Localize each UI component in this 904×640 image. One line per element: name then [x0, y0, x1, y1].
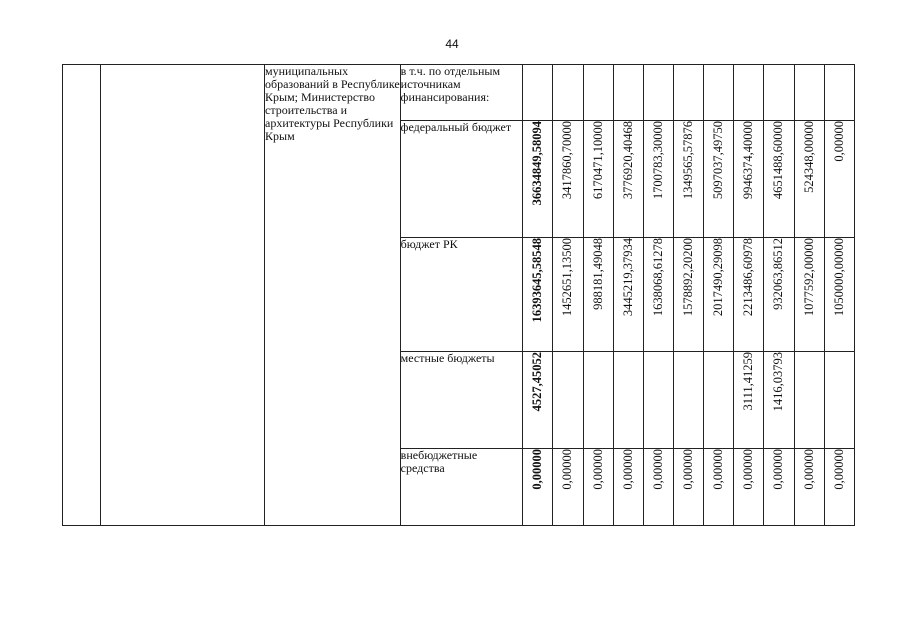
- year-value-cell: [734, 238, 764, 352]
- year-value: 9946374,40000: [741, 121, 756, 200]
- year-value-cell: [824, 352, 854, 449]
- source-label: федеральный бюджет: [400, 121, 523, 238]
- year-value-cell: [583, 121, 613, 238]
- year-value-cell: [673, 121, 703, 238]
- year-value: 3417860,70000: [560, 121, 575, 200]
- year-value: 1416,03793: [771, 352, 786, 412]
- year-value: 1638068,61278: [650, 238, 665, 317]
- year-value: 0,00000: [560, 449, 575, 490]
- year-value: 0,00000: [771, 449, 786, 490]
- year-value: 1349565,57876: [681, 121, 696, 200]
- year-value-cell: [553, 238, 583, 352]
- empty-number-cell: [63, 65, 101, 526]
- empty-cell: [824, 65, 854, 121]
- source-label: местные бюджеты: [400, 352, 523, 449]
- year-value-cell: [673, 352, 703, 449]
- year-value: 3445219,37934: [620, 238, 635, 317]
- empty-cell: [553, 65, 583, 121]
- year-value-cell: [673, 449, 703, 526]
- total-value: 0,00000: [530, 449, 545, 490]
- empty-cell: [734, 65, 764, 121]
- year-value-cell: [824, 238, 854, 352]
- year-value-cell: [764, 238, 794, 352]
- empty-cell: [523, 65, 553, 121]
- year-value-cell: [764, 121, 794, 238]
- source-label: внебюджетные средства: [400, 449, 523, 526]
- responsible-executor-cell: муниципальных образований в Республике Крым; Министерство строительства и архитектуры Республики Крым: [265, 65, 401, 526]
- year-value-cell: [583, 238, 613, 352]
- year-value: 524348,00000: [801, 121, 816, 193]
- year-value: 1050000,00000: [831, 238, 846, 317]
- year-value-cell: [794, 352, 824, 449]
- source-label: бюджет РК: [400, 238, 523, 352]
- year-value-cell: [643, 121, 673, 238]
- year-value-cell: [613, 238, 643, 352]
- year-value: 0,00000: [831, 121, 846, 162]
- year-value-cell: [734, 121, 764, 238]
- year-value: 1700783,30000: [650, 121, 665, 200]
- year-value-cell: [704, 238, 734, 352]
- table-row-header: [63, 65, 855, 121]
- empty-cell: [704, 65, 734, 121]
- year-value-cell: [613, 352, 643, 449]
- year-value-cell: [613, 449, 643, 526]
- year-value-cell: [643, 238, 673, 352]
- empty-name-cell: [101, 65, 265, 526]
- year-value-cell: [553, 352, 583, 449]
- total-value: 4527,45052: [530, 352, 545, 412]
- year-value: 0,00000: [650, 449, 665, 490]
- year-value-cell: [794, 449, 824, 526]
- year-value: 0,00000: [590, 449, 605, 490]
- year-value-cell: [824, 449, 854, 526]
- year-value-cell: [734, 352, 764, 449]
- year-value: 4651488,60000: [771, 121, 786, 200]
- year-value-cell: [553, 449, 583, 526]
- year-value-cell: [704, 121, 734, 238]
- year-value-cell: [643, 449, 673, 526]
- total-value: 36634849,58094: [530, 121, 545, 206]
- empty-cell: [643, 65, 673, 121]
- year-value-cell: [794, 238, 824, 352]
- empty-cell: [613, 65, 643, 121]
- year-value: 988181,49048: [590, 238, 605, 310]
- year-value-cell: [553, 121, 583, 238]
- total-cell: [523, 352, 553, 449]
- year-value-cell: [643, 352, 673, 449]
- year-value: 3111,41259: [741, 352, 756, 411]
- year-value: 6170471,10000: [590, 121, 605, 200]
- year-value: 2213486,60978: [741, 238, 756, 317]
- year-value: 3776920,40468: [620, 121, 635, 200]
- year-value: 1077592,00000: [801, 238, 816, 317]
- year-value-cell: [673, 238, 703, 352]
- year-value-cell: [583, 352, 613, 449]
- source-label: в т.ч. по отдельным источникам финансирования:: [400, 65, 523, 121]
- empty-cell: [794, 65, 824, 121]
- year-value-cell: [794, 121, 824, 238]
- year-value: 0,00000: [831, 449, 846, 490]
- total-cell: [523, 121, 553, 238]
- year-value: 0,00000: [711, 449, 726, 490]
- year-value: 0,00000: [801, 449, 816, 490]
- year-value-cell: [583, 449, 613, 526]
- total-cell: [523, 449, 553, 526]
- year-value-cell: [704, 352, 734, 449]
- year-value-cell: [824, 121, 854, 238]
- year-value-cell: [613, 121, 643, 238]
- total-cell: [523, 238, 553, 352]
- year-value: 0,00000: [741, 449, 756, 490]
- year-value: 0,00000: [620, 449, 635, 490]
- empty-cell: [764, 65, 794, 121]
- year-value: 932063,86512: [771, 238, 786, 310]
- financing-table: [62, 64, 855, 526]
- year-value: 5097037,49750: [711, 121, 726, 200]
- empty-cell: [583, 65, 613, 121]
- page-number: 44: [445, 37, 459, 51]
- year-value: 1578892,20200: [681, 238, 696, 317]
- year-value-cell: [704, 449, 734, 526]
- year-value-cell: [764, 352, 794, 449]
- empty-cell: [673, 65, 703, 121]
- year-value: 1452651,13500: [560, 238, 575, 317]
- year-value-cell: [734, 449, 764, 526]
- total-value: 16393645,58548: [530, 238, 545, 323]
- year-value-cell: [764, 449, 794, 526]
- year-value: 2017490,29098: [711, 238, 726, 317]
- year-value: 0,00000: [681, 449, 696, 490]
